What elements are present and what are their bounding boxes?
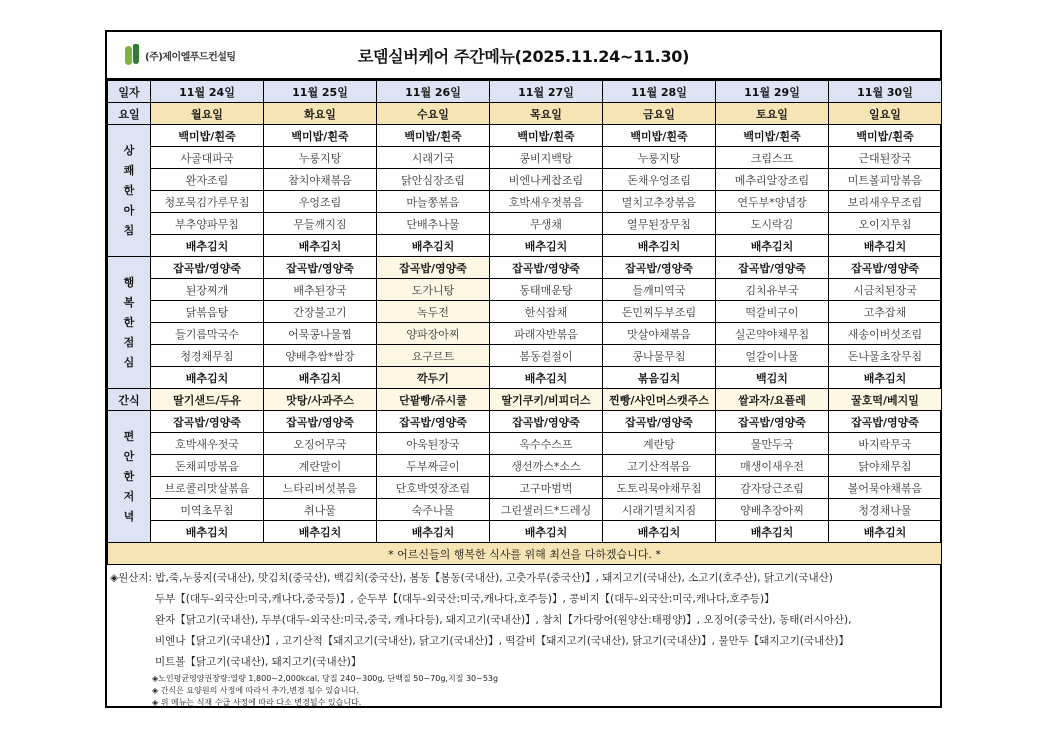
menu-table [107, 80, 942, 565]
menu-item: 배추김치 [264, 367, 377, 389]
origin-line: ◈원산지: 밥,죽,누룽지(국내산), 맛김치(중국산), 백김치(중국산), 봄동【봄동(국내산), 고춧가루(중국산)】, 돼지고기(국내산), 소고기(호주산), 닭고기(국내산) [110, 572, 833, 584]
origin-line: 미트볼【닭고기(국내산), 돼지고기(국내산)】 [155, 656, 362, 668]
breakfast-label: 상 쾌 한 아 침 [108, 125, 151, 257]
menu-item: 요구르트 [377, 345, 490, 367]
menu-item: 백미밥/흰죽 [716, 125, 829, 147]
menu-item: 도토리묵야채무침 [603, 477, 716, 499]
menu-item: 시래기국 [377, 147, 490, 169]
date-cell: 11월 24일 [151, 81, 264, 103]
menu-item: 들기름막국수 [151, 323, 264, 345]
menu-item: 돈채피망볶음 [151, 455, 264, 477]
menu-item: 잡곡밥/영양죽 [829, 257, 942, 279]
dinner-row [108, 521, 942, 543]
menu-item: 메추리알장조림 [716, 169, 829, 191]
menu-item: 고기산적볶음 [603, 455, 716, 477]
snack-item: 찐빵/샤인머스캣주스 [603, 389, 716, 411]
dinner-label: 편 안 한 저 녁 [108, 411, 151, 543]
snack-item: 꿀호떡/베지밀 [829, 389, 942, 411]
menu-item: 백김치 [716, 367, 829, 389]
menu-item: 누룽지탕 [264, 147, 377, 169]
weekday-cell: 토요일 [716, 103, 829, 125]
menu-item: 우엉조림 [264, 191, 377, 213]
company-name: (주)제이엘푸드컨설팅 [145, 51, 236, 63]
menu-item: 배추김치 [829, 235, 942, 257]
origin-line: 비엔나【닭고기(국내산)】, 고기산적【돼지고기(국내산), 닭고기(국내산)】, 떡갈비【돼지고기(국내산), 닭고기(국내산)】, 물만두【돼지고기(국내산)】 [155, 635, 849, 647]
menu-item: 연두부*양념장 [716, 191, 829, 213]
menu-item: 김치유부국 [716, 279, 829, 301]
breakfast-row [108, 213, 942, 235]
menu-item: 백미밥/흰죽 [264, 125, 377, 147]
breakfast-row [108, 191, 942, 213]
breakfast-row [108, 125, 942, 147]
menu-item: 근대된장국 [829, 147, 942, 169]
menu-item: 매생이새우전 [716, 455, 829, 477]
menu-item: 열무된장무침 [603, 213, 716, 235]
menu-item: 부추양파무침 [151, 213, 264, 235]
snack-item: 딸기쿠키/비피더스 [490, 389, 603, 411]
menu-item: 단배추나물 [377, 213, 490, 235]
menu-item: 도시락김 [716, 213, 829, 235]
menu-item: 고추잡채 [829, 301, 942, 323]
snack-label: 간식 [108, 389, 151, 411]
menu-item: 양파장아찌 [377, 323, 490, 345]
menu-item: 옥수수스프 [490, 433, 603, 455]
date-cell: 11월 26일 [377, 81, 490, 103]
weekday-row [108, 103, 942, 125]
menu-item: 계란말이 [264, 455, 377, 477]
menu-item: 배추김치 [829, 521, 942, 543]
menu-item: 닭안심장조림 [377, 169, 490, 191]
breakfast-row [108, 147, 942, 169]
menu-item: 오징어무국 [264, 433, 377, 455]
menu-item: 동태매운탕 [490, 279, 603, 301]
menu-item: 배추김치 [151, 521, 264, 543]
menu-item: 크림스프 [716, 147, 829, 169]
menu-item: 잡곡밥/영양죽 [603, 257, 716, 279]
breakfast-row [108, 169, 942, 191]
menu-item: 배추김치 [716, 235, 829, 257]
menu-item: 참치야채볶음 [264, 169, 377, 191]
note-line: ◈ 위 메뉴는 식재 수급 사정에 따라 다소 변경될수 있습니다. [152, 698, 362, 707]
menu-item: 배추김치 [264, 521, 377, 543]
footer-message: * 어르신들의 행복한 식사를 위해 최선을 다하겠습니다. * [108, 543, 942, 565]
menu-item: 녹두전 [377, 301, 490, 323]
origin-line: 두부【(대두-외국산:미국,캐나다,중국등)】, 순두부【(대두-외국산:미국,캐나다,호주등)】, 콩비지【(대두-외국산:미국,캐나다,호주등)】 [155, 593, 775, 605]
menu-item: 배추김치 [151, 367, 264, 389]
dinner-row [108, 433, 942, 455]
weekday-cell: 화요일 [264, 103, 377, 125]
lunch-row [108, 345, 942, 367]
menu-item: 된장찌개 [151, 279, 264, 301]
menu-item: 단호박엿장조림 [377, 477, 490, 499]
lunch-row [108, 367, 942, 389]
weekday-cell: 월요일 [151, 103, 264, 125]
menu-item: 닭볶음탕 [151, 301, 264, 323]
menu-item: 감자당근조림 [716, 477, 829, 499]
snack-item: 맛탕/사과주스 [264, 389, 377, 411]
title-bar [107, 32, 940, 80]
menu-item: 누룽지탕 [603, 147, 716, 169]
menu-item: 잡곡밥/영양죽 [264, 411, 377, 433]
date-cell: 11월 29일 [716, 81, 829, 103]
snack-row [108, 389, 942, 411]
lunch-row [108, 257, 942, 279]
menu-item: 잡곡밥/영양죽 [490, 257, 603, 279]
snack-item: 쌀과자/요플레 [716, 389, 829, 411]
menu-item: 시래기멸치지짐 [603, 499, 716, 521]
weekday-cell: 일요일 [829, 103, 942, 125]
menu-item: 시금치된장국 [829, 279, 942, 301]
menu-item: 간장불고기 [264, 301, 377, 323]
menu-item: 비엔나케찹조림 [490, 169, 603, 191]
menu-item: 잡곡밥/영양죽 [377, 257, 490, 279]
menu-item: 계란탕 [603, 433, 716, 455]
menu-item: 미역초무침 [151, 499, 264, 521]
menu-item: 느타리버섯볶음 [264, 477, 377, 499]
menu-item: 배추김치 [716, 521, 829, 543]
weekday-cell: 금요일 [603, 103, 716, 125]
weekday-cell: 목요일 [490, 103, 603, 125]
breakfast-row [108, 235, 942, 257]
menu-item: 배추김치 [151, 235, 264, 257]
menu-item: 잡곡밥/영양죽 [829, 411, 942, 433]
date-label: 일자 [108, 81, 151, 103]
menu-item: 청포묵김가루무침 [151, 191, 264, 213]
menu-item: 잡곡밥/영양죽 [377, 411, 490, 433]
menu-item: 잡곡밥/영양죽 [716, 257, 829, 279]
menu-item: 도가니탕 [377, 279, 490, 301]
menu-item: 봄동겉절이 [490, 345, 603, 367]
menu-item: 미트볼피망볶음 [829, 169, 942, 191]
snack-item: 딸기샌드/두유 [151, 389, 264, 411]
menu-item: 배추김치 [377, 235, 490, 257]
lunch-row [108, 279, 942, 301]
menu-item: 마늘쫑볶음 [377, 191, 490, 213]
dinner-row [108, 411, 942, 433]
menu-item: 멸치고추장볶음 [603, 191, 716, 213]
menu-item: 잡곡밥/영양죽 [264, 257, 377, 279]
menu-item: 실곤약야채무침 [716, 323, 829, 345]
menu-item: 청경채무침 [151, 345, 264, 367]
menu-item: 볼어묵야채볶음 [829, 477, 942, 499]
menu-item: 호박새우젓국 [151, 433, 264, 455]
note-line: ◈ 간식은 요양원의 사정에 따라서 추가,변경 될수 있습니다. [152, 686, 359, 695]
menu-item: 한식잡채 [490, 301, 603, 323]
menu-item: 잡곡밥/영양죽 [603, 411, 716, 433]
menu-item: 배추김치 [377, 521, 490, 543]
menu-item: 백미밥/흰죽 [377, 125, 490, 147]
menu-item: 두부짜글이 [377, 455, 490, 477]
menu-item: 잡곡밥/영양죽 [151, 411, 264, 433]
weekday-cell: 수요일 [377, 103, 490, 125]
menu-item: 바지락무국 [829, 433, 942, 455]
menu-item: 돈채우엉조림 [603, 169, 716, 191]
menu-item: 호박새우젓볶음 [490, 191, 603, 213]
menu-item: 깍두기 [377, 367, 490, 389]
menu-item: 파래자반볶음 [490, 323, 603, 345]
menu-item: 양배추쌈*쌈장 [264, 345, 377, 367]
menu-item: 배추김치 [264, 235, 377, 257]
menu-item: 숙주나물 [377, 499, 490, 521]
menu-item: 배추김치 [490, 521, 603, 543]
menu-item: 배추김치 [603, 521, 716, 543]
menu-item: 콩나물무침 [603, 345, 716, 367]
footer-message-row [108, 543, 942, 565]
origin-line: 완자【닭고기(국내산), 두부(대두-외국산:미국,중국, 캐나다등), 돼지고기(국내산)】, 참치【가다랑어(원양산:태평양)】, 오징어(중국산), 동태(러시아산), [155, 614, 852, 626]
lunch-row [108, 323, 942, 345]
menu-item: 돈나물초장무침 [829, 345, 942, 367]
page-title: 로뎀실버케어 주간메뉴(2025.11.24~11.30) [357, 47, 690, 66]
origin-info [107, 565, 940, 673]
lunch-row [108, 301, 942, 323]
menu-item: 잡곡밥/영양죽 [716, 411, 829, 433]
menu-item: 콩비지백탕 [490, 147, 603, 169]
menu-item: 들깨미역국 [603, 279, 716, 301]
menu-item: 배추김치 [490, 235, 603, 257]
menu-item: 돈민찌두부조림 [603, 301, 716, 323]
menu-item: 사골대파국 [151, 147, 264, 169]
menu-item: 고구마범벅 [490, 477, 603, 499]
menu-item: 물만두국 [716, 433, 829, 455]
date-cell: 11월 28일 [603, 81, 716, 103]
menu-item: 오이지무침 [829, 213, 942, 235]
menu-item: 배추김치 [603, 235, 716, 257]
dinner-row [108, 499, 942, 521]
weekday-label: 요일 [108, 103, 151, 125]
menu-item: 얼갈이나물 [716, 345, 829, 367]
note-line: ◈노인평균영양권장량:열량 1,800~2,000kcal, 당질 240~300g, 단백질 50~70g,지질 30~53g [152, 674, 499, 683]
menu-item: 새송이버섯조림 [829, 323, 942, 345]
snack-item: 단팥빵/쥬시쿨 [377, 389, 490, 411]
date-cell: 11월 30일 [829, 81, 942, 103]
menu-item: 그린샐러드*드레싱 [490, 499, 603, 521]
menu-item: 브로콜리맛살볶음 [151, 477, 264, 499]
date-row [108, 81, 942, 103]
menu-item: 아욱된장국 [377, 433, 490, 455]
menu-item: 배추김치 [829, 367, 942, 389]
menu-item: 백미밥/흰죽 [151, 125, 264, 147]
menu-item: 완자조림 [151, 169, 264, 191]
menu-item: 어묵콩나물찜 [264, 323, 377, 345]
menu-item: 생선까스*소스 [490, 455, 603, 477]
menu-item: 닭야채무침 [829, 455, 942, 477]
menu-item: 배추김치 [490, 367, 603, 389]
dinner-row [108, 455, 942, 477]
menu-item: 맛살야채볶음 [603, 323, 716, 345]
menu-item: 보리새우무조림 [829, 191, 942, 213]
menu-item: 떡갈비구이 [716, 301, 829, 323]
menu-item: 백미밥/흰죽 [603, 125, 716, 147]
menu-item: 무생채 [490, 213, 603, 235]
date-cell: 11월 25일 [264, 81, 377, 103]
date-cell: 11월 27일 [490, 81, 603, 103]
menu-item: 잡곡밥/영양죽 [151, 257, 264, 279]
weekly-menu-sheet [105, 30, 942, 708]
menu-item: 잡곡밥/영양죽 [490, 411, 603, 433]
dinner-row [108, 477, 942, 499]
menu-item: 청경채나물 [829, 499, 942, 521]
menu-item: 볶음김치 [603, 367, 716, 389]
notes [107, 673, 940, 709]
menu-item: 양배추장아찌 [716, 499, 829, 521]
lunch-label: 행 복 한 점 심 [108, 257, 151, 389]
menu-item: 백미밥/흰죽 [490, 125, 603, 147]
menu-item: 무들깨지짐 [264, 213, 377, 235]
menu-item: 배추된장국 [264, 279, 377, 301]
menu-item: 취나물 [264, 499, 377, 521]
menu-item: 백미밥/흰죽 [829, 125, 942, 147]
